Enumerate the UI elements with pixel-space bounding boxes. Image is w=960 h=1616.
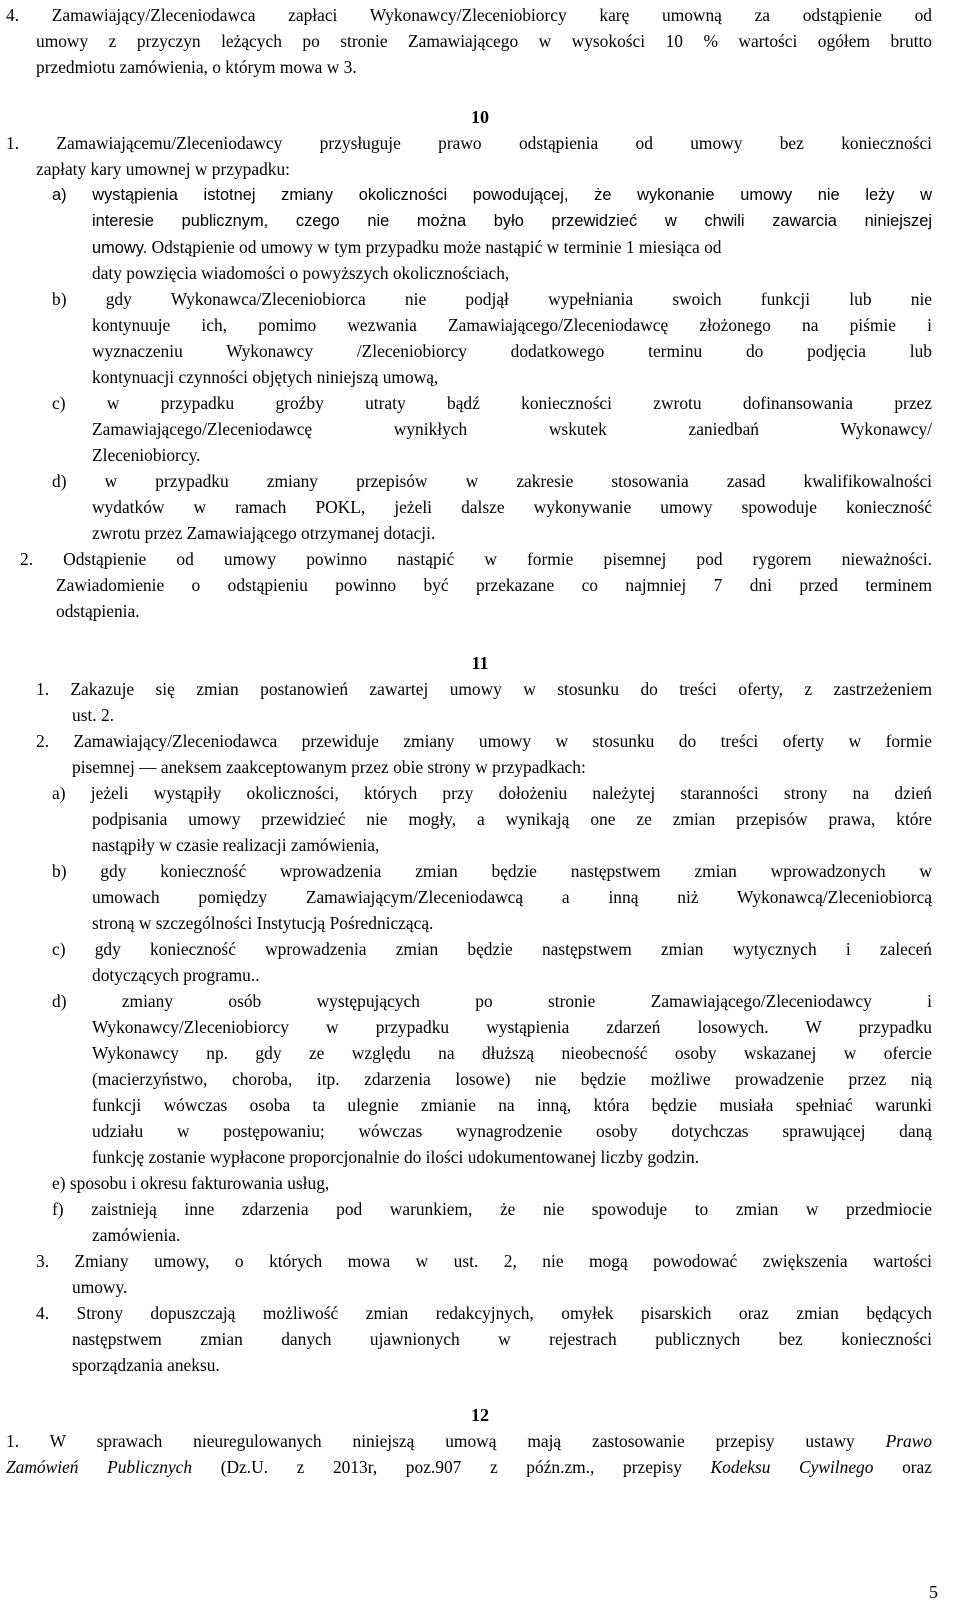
s11-item-d-line-1: d) zmiany osób występujących po stronie Zamawiającego/Zleceniodawcy i — [52, 991, 932, 1011]
s11-item-b-line-2: umowach pomiędzy Zamawiającym/Zleceniodawcą a inną niż Wykonawcą/Zleceniobiorcą — [92, 887, 932, 907]
page-number: 5 — [929, 1582, 938, 1602]
s10-item-b-line-2: kontynuuje ich, pomimo wezwania Zamawiającego/Zleceniodawcę złożonego na piśmie i — [92, 315, 932, 335]
s12-p1-line-2-italic-c: Kodeksu Cywilnego — [710, 1457, 874, 1477]
s12-p1-line-2-text-d: oraz — [902, 1457, 932, 1477]
s11-item-d-line-7: funkcję zostanie wypłacone proporcjonalnie do ilości udokumentowanej liczby godzin. — [92, 1147, 700, 1167]
s10-item-c-line-1: c) w przypadku groźby utraty bądź konieczności zwrotu dofinansowania przez — [52, 393, 932, 413]
s10-item-d-line-1: d) w przypadku zmiany przepisów w zakresie stosowania zasad kwalifikowalności — [52, 471, 932, 491]
s10-item-d-line-3: zwrotu przez Zamawiającego otrzymanej dotacji. — [92, 523, 436, 543]
s10-item-a-line-1: a) wystąpienia istotnej zmiany okoliczności powodującej, że wykonanie umowy nie leży w — [52, 186, 932, 204]
s10-p2-line-2: Zawiadomienie o odstąpieniu powinno być przekazane co najmniej 7 dni przed terminem — [56, 575, 932, 595]
paragraph-4-line-1: 4. Zamawiający/Zleceniodawca zapłaci Wykonawcy/Zleceniobiorcy karę umowną za odstąpienie od — [6, 5, 932, 25]
paragraph-4-line-2: umowy z przyczyn leżących po stronie Zamawiającego w wysokości 10 % wartości ogółem brutto — [36, 31, 932, 51]
s10-p1-line-1: 1. Zamawiającemu/Zleceniodawcy przysługuje prawo odstąpienia od umowy bez konieczności — [6, 133, 932, 153]
s11-p1-line-2: ust. 2. — [72, 705, 115, 725]
s11-item-f-line-2: zamówienia. — [92, 1225, 181, 1245]
s11-item-e-line-1: e) sposobu i okresu fakturowania usług, — [52, 1173, 330, 1193]
s10-item-a-line-3-sans: umowy. — [92, 239, 148, 257]
s10-item-b-line-4: kontynuacji czynności objętych niniejszą umową, — [92, 367, 439, 387]
s11-p4-line-3: sporządzania aneksu. — [72, 1355, 220, 1375]
paragraph-4-line-3: przedmiotu zamówienia, o którym mowa w 3. — [36, 57, 357, 77]
s10-item-b-line-1: b) gdy Wykonawca/Zleceniobiorca nie podjął wypełniania swoich funkcji lub nie — [52, 289, 932, 309]
s12-p1-line-1-italic: Prawo — [885, 1431, 932, 1451]
s12-p1-line-2-text-b: (Dz.U. z 2013r, poz.907 z późn.zm., przepisy — [220, 1457, 682, 1477]
s12-p1-line-1-text: 1. W sprawach nieuregulowanych niniejszą umową mają zastosowanie przepisy ustawy — [6, 1431, 855, 1451]
s11-item-d-line-2: Wykonawcy/Zleceniobiorcy w przypadku wystąpienia zdarzeń losowych. W przypadku — [92, 1017, 932, 1037]
s12-p1-line-2 — [6, 1454, 932, 1480]
s10-item-c-line-2: Zamawiającego/Zleceniodawcę wynikłych wskutek zaniedbań Wykonawcy/ — [92, 419, 932, 439]
s12-p1-line-1 — [6, 1428, 932, 1454]
section-11-heading: 11 — [471, 653, 489, 673]
s10-p2-line-1: 2. Odstąpienie od umowy powinno nastąpić w formie pisemnej pod rygorem nieważności. — [20, 549, 932, 569]
s11-p3-line-1: 3. Zmiany umowy, o których mowa w ust. 2, nie mogą powodować zwiększenia wartości — [36, 1251, 932, 1271]
s10-p2-line-3: odstąpienia. — [56, 601, 140, 621]
s10-p1-line-2: zapłaty kary umownej w przypadku: — [36, 159, 291, 179]
s10-item-a-line-3 — [92, 234, 960, 261]
s11-p2-line-2: pisemnej — aneksem zaakceptowanym przez obie strony w przypadkach: — [72, 757, 586, 777]
s11-item-a-line-1: a) jeżeli wystąpiły okoliczności, których przy dołożeniu należytej staranności strony na dzień — [52, 783, 932, 803]
section-10-heading: 10 — [471, 107, 489, 127]
s12-p1-line-2-italic-a: Zamówień Publicznych — [6, 1457, 193, 1477]
s11-p3-line-2: umowy. — [72, 1277, 128, 1297]
s11-item-c-line-2: dotyczących programu.. — [92, 965, 260, 985]
s11-p2-line-1: 2. Zamawiający/Zleceniodawca przewiduje zmiany umowy w stosunku do treści oferty w formie — [36, 731, 932, 751]
s10-item-d-line-2: wydatków w ramach POKL, jeżeli dalsze wykonywanie umowy spowoduje konieczność — [92, 497, 932, 517]
s11-item-b-line-3: stroną w szczególności Instytucją Pośredniczącą. — [92, 913, 434, 933]
section-12-heading: 12 — [471, 1405, 489, 1425]
s11-item-a-line-2: podpisania umowy przewidzieć nie mogły, a wynikają one ze zmian przepisów prawa, które — [92, 809, 932, 829]
s11-item-d-line-5: funkcji wówczas osoba ta ulegnie zmianie na inną, która będzie musiała spełniać warunki — [92, 1095, 932, 1115]
s11-item-d-line-4: (macierzyństwo, choroba, itp. zdarzenia losowe) nie będzie możliwe prowadzenie przez nią — [92, 1069, 932, 1089]
s11-item-a-line-3: nastąpiły w czasie realizacji zamówienia, — [92, 835, 380, 855]
s10-item-a-line-2: interesie publicznym, czego nie można było przewidzieć w chwili zawarcia niniejszej — [92, 212, 932, 230]
s10-item-c-line-3: Zleceniobiorcy. — [92, 445, 201, 465]
s11-item-f-line-1: f) zaistnieją inne zdarzenia pod warunkiem, że nie spowoduje to zmian w przedmiocie — [52, 1199, 932, 1219]
s11-item-c-line-1: c) gdy konieczność wprowadzenia zmian będzie następstwem zmian wytycznych i zaleceń — [52, 939, 932, 959]
s11-p4-line-2: następstwem zmian danych ujawnionych w rejestrach publicznych bez konieczności — [72, 1329, 932, 1349]
s11-item-b-line-1: b) gdy konieczność wprowadzenia zmian będzie następstwem zmian wprowadzonych w — [52, 861, 932, 881]
s11-item-d-line-3: Wykonawcy np. gdy ze względu na dłuższą nieobecność osoby wskazanej w ofercie — [92, 1043, 932, 1063]
s11-p4-line-1: 4. Strony dopuszczają możliwość zmian redakcyjnych, omyłek pisarskich oraz zmian będących — [36, 1303, 932, 1323]
s11-item-d-line-6: udziału w postępowaniu; wówczas wynagrodzenie osoby dotychczas sprawującej daną — [92, 1121, 932, 1141]
s10-item-a-line-3-serif: Odstąpienie od umowy w tym przypadku może nastąpić w terminie 1 miesiąca od — [151, 237, 722, 257]
s10-item-b-line-3: wyznaczeniu Wykonawcy /Zleceniobiorcy dodatkowego terminu do podjęcia lub — [92, 341, 932, 361]
s10-item-a-line-4: daty powzięcia wiadomości o powyższych okolicznościach, — [92, 263, 510, 283]
s11-p1-line-1: 1. Zakazuje się zmian postanowień zawartej umowy w stosunku do treści oferty, z zastrzeżeniem — [36, 679, 932, 699]
